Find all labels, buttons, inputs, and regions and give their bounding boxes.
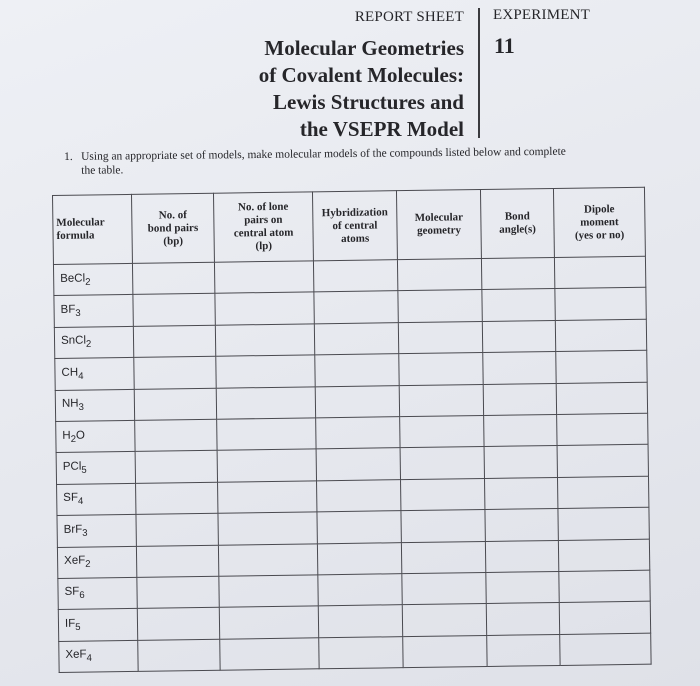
formula-cell bbox=[55, 358, 134, 390]
table-body bbox=[53, 256, 651, 672]
answer-cell-lone-pairs[interactable] bbox=[217, 418, 316, 451]
formula-cell bbox=[55, 389, 134, 421]
answer-cell-molecular-geometry[interactable] bbox=[402, 604, 486, 637]
answer-cell-dipole-moment[interactable] bbox=[557, 413, 648, 446]
answer-cell-lone-pairs[interactable] bbox=[215, 292, 314, 325]
experiment-label: EXPERIMENT bbox=[493, 7, 590, 23]
formula-subscript: 2 bbox=[85, 276, 91, 288]
column-header-line: Dipole bbox=[583, 202, 615, 216]
formula-tail: O bbox=[75, 429, 86, 442]
answer-cell-hybridization[interactable] bbox=[318, 605, 402, 638]
formula-base: PCl bbox=[62, 460, 82, 473]
answer-cell-bond-pairs[interactable] bbox=[135, 451, 217, 484]
title-line: of Covalent Molecules: bbox=[258, 63, 464, 87]
answer-cell-hybridization[interactable] bbox=[314, 291, 398, 324]
answer-cell-bond-pairs[interactable] bbox=[134, 356, 216, 389]
column-header-line: geometry bbox=[416, 224, 462, 237]
answer-cell-lone-pairs[interactable] bbox=[216, 386, 315, 419]
formula-cell bbox=[59, 640, 138, 672]
answer-cell-dipole-moment[interactable] bbox=[557, 476, 648, 509]
answer-cell-dipole-moment[interactable] bbox=[558, 539, 649, 572]
title-line: Molecular Geometries bbox=[264, 36, 464, 60]
answer-cell-dipole-moment[interactable] bbox=[557, 445, 648, 478]
formula-base: SF bbox=[63, 491, 79, 505]
answer-cell-lone-pairs[interactable] bbox=[218, 543, 317, 576]
formula-subscript: 2 bbox=[70, 433, 77, 445]
answer-cell-dipole-moment[interactable] bbox=[558, 507, 649, 540]
answer-cell-lone-pairs[interactable] bbox=[220, 638, 319, 671]
answer-cell-molecular-geometry[interactable] bbox=[400, 415, 484, 448]
answer-cell-hybridization[interactable] bbox=[313, 260, 397, 293]
answer-cell-bond-pairs[interactable] bbox=[135, 419, 217, 452]
formula-cell bbox=[57, 483, 136, 515]
answer-cell-bond-pairs[interactable] bbox=[134, 388, 216, 421]
answer-cell-lone-pairs[interactable] bbox=[218, 512, 317, 545]
formula-subscript: 2 bbox=[85, 558, 91, 570]
answer-cell-bond-angles[interactable] bbox=[484, 414, 557, 446]
answer-cell-hybridization[interactable] bbox=[319, 636, 403, 669]
formula-base: BF bbox=[60, 303, 76, 316]
instruction-line: Using an appropriate set of models, make molecular models of the compounds listed below and complete bbox=[81, 145, 566, 163]
instruction-text bbox=[64, 144, 649, 178]
report-sheet-label: REPORT SHEET bbox=[354, 9, 464, 25]
table-header-row bbox=[53, 187, 646, 264]
column-header-hybridization bbox=[312, 191, 397, 261]
answer-cell-bond-angles[interactable] bbox=[481, 257, 554, 289]
formula-cell bbox=[53, 263, 132, 295]
answer-cell-bond-angles[interactable] bbox=[482, 320, 555, 352]
formula-base: XeF bbox=[65, 648, 87, 662]
formula-cell bbox=[54, 295, 133, 327]
formula-subscript: 3 bbox=[78, 401, 84, 414]
answer-cell-bond-pairs[interactable] bbox=[136, 482, 218, 515]
answer-cell-lone-pairs[interactable] bbox=[218, 481, 317, 514]
answer-cell-lone-pairs[interactable] bbox=[217, 449, 316, 482]
formula-base: XeF bbox=[64, 554, 86, 567]
answer-cell-molecular-geometry[interactable] bbox=[401, 541, 485, 574]
column-header-line: angle(s) bbox=[499, 223, 536, 236]
column-header-line: Molecular bbox=[414, 211, 464, 224]
formula-subscript: 2 bbox=[85, 339, 92, 351]
answer-cell-dipole-moment[interactable] bbox=[554, 256, 645, 289]
column-header-line: moment bbox=[580, 215, 619, 229]
answer-cell-hybridization[interactable] bbox=[314, 322, 398, 355]
formula-base: SnCl bbox=[60, 334, 87, 348]
column-header-line: (yes or no) bbox=[574, 228, 625, 242]
instruction-line: the table. bbox=[81, 164, 124, 177]
answer-cell-bond-pairs[interactable] bbox=[133, 294, 215, 327]
column-header-line: pairs on bbox=[244, 213, 283, 227]
answer-cell-molecular-geometry[interactable] bbox=[402, 572, 486, 605]
answer-cell-hybridization[interactable] bbox=[315, 354, 399, 387]
formula-base: BrF bbox=[63, 523, 83, 536]
answer-cell-molecular-geometry[interactable] bbox=[398, 290, 482, 323]
column-header-line: (bp) bbox=[163, 234, 184, 247]
answer-cell-bond-angles[interactable] bbox=[482, 289, 555, 321]
column-header-molecular-geometry bbox=[396, 190, 481, 260]
formula-cell bbox=[58, 577, 137, 609]
formula-cell bbox=[56, 420, 135, 452]
answer-cell-bond-angles[interactable] bbox=[484, 446, 557, 478]
answer-cell-molecular-geometry[interactable] bbox=[398, 321, 482, 354]
answer-cell-bond-angles[interactable] bbox=[485, 509, 558, 541]
column-header-line: bond pairs bbox=[147, 221, 199, 235]
answer-cell-bond-angles[interactable] bbox=[485, 540, 558, 572]
column-header-line: of central bbox=[332, 218, 378, 232]
answer-cell-dipole-moment[interactable] bbox=[556, 382, 647, 415]
answer-cell-bond-pairs[interactable] bbox=[137, 576, 219, 609]
answer-cell-dipole-moment[interactable] bbox=[560, 633, 651, 666]
answer-cell-molecular-geometry[interactable] bbox=[401, 510, 485, 543]
report-table-wrapper bbox=[52, 187, 651, 673]
formula-subscript: 3 bbox=[82, 527, 88, 539]
answer-cell-dipole-moment[interactable] bbox=[556, 350, 647, 383]
answer-cell-lone-pairs[interactable] bbox=[214, 261, 313, 294]
answer-cell-lone-pairs[interactable] bbox=[219, 575, 318, 608]
answer-cell-dipole-moment[interactable] bbox=[555, 319, 646, 352]
formula-base: SF bbox=[64, 586, 80, 599]
answer-cell-hybridization[interactable] bbox=[317, 511, 401, 544]
answer-cell-lone-pairs[interactable] bbox=[219, 606, 318, 639]
column-header-bond-pairs bbox=[131, 193, 214, 263]
instruction-number: 1. bbox=[64, 150, 73, 163]
answer-cell-bond-angles[interactable] bbox=[484, 477, 557, 509]
answer-cell-hybridization[interactable] bbox=[317, 479, 401, 512]
formula-base: BeCl bbox=[60, 272, 86, 285]
answer-cell-hybridization[interactable] bbox=[316, 448, 400, 481]
column-header-line: No. of bbox=[158, 208, 187, 222]
answer-cell-lone-pairs[interactable] bbox=[216, 355, 315, 388]
answer-cell-bond-pairs[interactable] bbox=[133, 325, 215, 358]
answer-cell-molecular-geometry[interactable] bbox=[397, 259, 481, 292]
answer-cell-lone-pairs[interactable] bbox=[215, 324, 314, 357]
column-header-line: No. of lone bbox=[237, 200, 289, 214]
column-header-line: formula bbox=[56, 229, 95, 242]
answer-cell-hybridization[interactable] bbox=[315, 385, 399, 418]
title-line: Lewis Structures and bbox=[273, 90, 464, 114]
title-line: the VSEPR Model bbox=[299, 117, 464, 141]
formula-subscript: 5 bbox=[75, 621, 81, 633]
formula-base: CH bbox=[61, 366, 79, 379]
answer-cell-dipole-moment[interactable] bbox=[555, 288, 646, 321]
answer-cell-bond-pairs[interactable] bbox=[137, 608, 219, 641]
answer-cell-bond-pairs[interactable] bbox=[132, 262, 214, 295]
formula-subscript: 3 bbox=[75, 307, 81, 319]
formula-cell bbox=[56, 452, 135, 484]
formula-cell bbox=[54, 326, 133, 358]
answer-cell-bond-pairs[interactable] bbox=[136, 545, 218, 578]
formula-cell bbox=[57, 546, 136, 578]
formula-base: H bbox=[62, 429, 71, 442]
answer-cell-molecular-geometry[interactable] bbox=[399, 384, 483, 417]
answer-cell-bond-pairs[interactable] bbox=[138, 639, 220, 672]
formula-subscript: 4 bbox=[86, 653, 92, 665]
formula-cell bbox=[58, 609, 137, 641]
formula-subscript: 6 bbox=[79, 590, 85, 602]
answer-cell-molecular-geometry[interactable] bbox=[403, 635, 487, 668]
column-header-dipole-moment bbox=[553, 187, 645, 257]
answer-cell-bond-angles[interactable] bbox=[486, 603, 559, 635]
column-header-line: Bond bbox=[504, 210, 530, 223]
column-header-line: (lp) bbox=[255, 239, 273, 253]
report-table bbox=[52, 187, 652, 673]
header-divider bbox=[478, 8, 480, 138]
answer-cell-bond-pairs[interactable] bbox=[136, 513, 218, 546]
formula-subscript: 5 bbox=[81, 464, 87, 476]
answer-cell-hybridization[interactable] bbox=[316, 417, 400, 450]
answer-cell-bond-angles[interactable] bbox=[483, 352, 556, 384]
page-title bbox=[200, 35, 464, 143]
answer-cell-molecular-geometry[interactable] bbox=[401, 478, 485, 511]
column-header-bond-angles bbox=[480, 188, 554, 258]
column-header-lone-pairs bbox=[213, 192, 313, 262]
answer-cell-bond-angles[interactable] bbox=[483, 383, 556, 415]
answer-cell-molecular-geometry[interactable] bbox=[400, 447, 484, 480]
answer-cell-bond-angles[interactable] bbox=[486, 571, 559, 603]
formula-subscript: 4 bbox=[77, 496, 84, 508]
answer-cell-dipole-moment[interactable] bbox=[559, 601, 650, 634]
answer-cell-dipole-moment[interactable] bbox=[559, 570, 650, 603]
experiment-number: 11 bbox=[494, 33, 515, 58]
column-header-line: Hybridization bbox=[321, 205, 388, 219]
column-header-line: Molecular bbox=[56, 216, 105, 229]
formula-base: IF bbox=[64, 617, 76, 630]
column-header-line: atoms bbox=[340, 232, 370, 245]
answer-cell-hybridization[interactable] bbox=[317, 542, 401, 575]
column-header-molecular-formula bbox=[53, 194, 133, 264]
answer-cell-hybridization[interactable] bbox=[318, 574, 402, 607]
formula-subscript: 4 bbox=[78, 370, 84, 382]
column-header-line: central atom bbox=[233, 226, 294, 240]
formula-base: NH bbox=[61, 397, 79, 410]
answer-cell-molecular-geometry[interactable] bbox=[399, 353, 483, 386]
answer-cell-bond-angles[interactable] bbox=[487, 634, 560, 666]
formula-cell bbox=[57, 514, 136, 546]
